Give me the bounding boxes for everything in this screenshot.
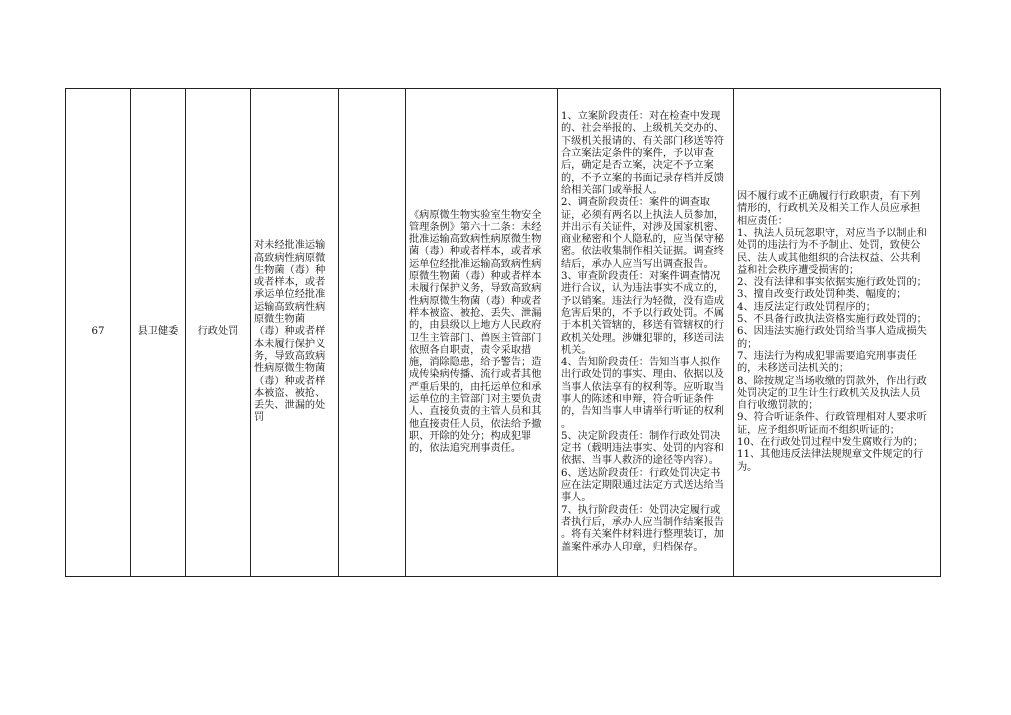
item-name-line: （毒）种或者样 xyxy=(254,375,326,387)
responsibility-line: 结后，承办人应当写出调查报告。 xyxy=(561,258,714,270)
item-name-line: 罚 xyxy=(254,412,265,424)
accountability-line: 证，应予组织听证而不组织听证的； xyxy=(737,424,900,436)
legal-basis-line: 性病原微生物菌（毒）种或者 xyxy=(409,295,542,307)
item-name-line: 原微生物菌 xyxy=(254,314,305,326)
responsibility-line: 机关。 xyxy=(561,344,592,356)
legal-basis-line: 批准运输高致病性病原微生物 xyxy=(409,234,542,246)
legal-basis-line: 人、直接负责的主管人员和其 xyxy=(409,406,542,418)
legal-basis-cell xyxy=(406,89,558,577)
responsibility-line: 合立案法定条件的案件，予以审查 xyxy=(561,148,714,160)
legal-basis-line: 菌（毒）种或者样本，或者承 xyxy=(409,246,542,258)
item-name-line: 运输高致病性病 xyxy=(254,301,326,313)
item-name-line: 生物菌（毒）种 xyxy=(254,264,326,276)
table-row xyxy=(66,89,941,577)
row-number: 67 xyxy=(66,89,131,577)
responsibility-line: 的、社会举报的、上级机关交办的、 xyxy=(561,123,724,135)
accountability-line: 相应责任： xyxy=(737,215,788,227)
item-name-text xyxy=(254,240,335,424)
accountability-line: 5、不具备行政执法资格实施行政处罚的； xyxy=(737,314,927,326)
responsibility-line: 证，必须有两名以上执法人员参加， xyxy=(561,209,724,221)
responsibility-line: 并出示有关证件，对涉及国家机密、 xyxy=(561,221,724,233)
accountability-line: 的，未移送司法机关的； xyxy=(737,363,850,375)
item-name-line: 高致病性病原微 xyxy=(254,252,326,264)
accountability-line: 民、法人或其他组织的合法权益、公共利 xyxy=(737,252,921,264)
responsibility-line: 给相关部门或举报人。 xyxy=(561,184,663,196)
accountability-line: 为。 xyxy=(737,461,758,473)
accountability-line: 7、违法行为构成犯罪需要追究刑事责任 xyxy=(737,350,917,362)
responsibility-line: 3、审查阶段责任：对案件调查情况 xyxy=(561,271,721,283)
legal-basis-line: 《病原微生物实验室生物安全 xyxy=(409,209,542,221)
responsibility-cell xyxy=(558,89,734,577)
accountability-line: 的； xyxy=(737,338,758,350)
responsibility-line: 出行政处罚的事实、理由、依据以及 xyxy=(561,369,724,381)
responsibility-line: 5、决定阶段责任：制作行政处罚决 xyxy=(561,430,721,442)
legal-basis-line: 成传染病传播、流行或者其他 xyxy=(409,369,542,381)
legal-basis-line: 职、开除的处分；构成犯罪 xyxy=(409,430,532,442)
responsibility-line: 政机关处理。涉嫌犯罪的，移送司法 xyxy=(561,332,724,344)
responsibility-line: 密。依法收集制作相关证据。调查终 xyxy=(561,246,724,258)
item-name-line: 务，导致高致病 xyxy=(254,350,326,362)
accountability-line: 8、除按规定当场收缴的罚款外，作出行政 xyxy=(737,375,927,387)
responsibility-line: 应在法定期限通过法定方式送达给当 xyxy=(561,480,724,492)
item-name-line: 本被盗、被抢、 xyxy=(254,387,326,399)
legal-basis-text xyxy=(409,210,554,456)
accountability-line: 1、执法人员玩忽职守，对应当予以制止和 xyxy=(737,227,927,239)
responsibility-line: 事人的陈述和申辩，符合听证条件 xyxy=(561,393,714,405)
responsibility-line: 盖案件承办人印章，归档保存。 xyxy=(561,541,704,553)
item-name-line: 或者样本，或者 xyxy=(254,277,326,289)
responsibility-line: 的，告知当事人申请举行听证的权利 xyxy=(561,406,724,418)
department-cell: 县卫健委 xyxy=(131,89,186,577)
accountability-line: 11、其他违反法律法规规章文件规定的行 xyxy=(737,449,924,461)
responsibility-line: 当事人依法享有的权利等。应听取当 xyxy=(561,381,724,393)
accountability-line: 2、没有法律和事实依据实施行政处罚的； xyxy=(737,277,927,289)
responsibility-line: 。 xyxy=(561,418,572,430)
legal-basis-line: 施，消除隐患，给予警告；造 xyxy=(409,357,542,369)
item-name-line: （毒）种或者样 xyxy=(254,326,326,338)
responsibility-line: 后，确定是否立案，决定不予立案 xyxy=(561,160,714,172)
accountability-text xyxy=(737,191,937,474)
responsibility-line: 予以销案。违法行为轻微，没有造成 xyxy=(561,295,724,307)
accountability-line: 9、符合听证条件、行政管理相对人要求听 xyxy=(737,412,927,424)
legal-basis-line: 严重后果的，由托运单位和承 xyxy=(409,381,542,393)
responsibility-line: 2、调查阶段责任：案件的调查取 xyxy=(561,197,711,209)
responsibility-line: 危害后果的，不予以行政处罚。不属 xyxy=(561,307,724,319)
legal-basis-line: 管理条例》第六十二条：未经 xyxy=(409,221,542,233)
responsibility-line: 的，不予立案的书面记录存档并反馈 xyxy=(561,172,724,184)
responsibility-line: 6、送达阶段责任：行政处罚决定书 xyxy=(561,467,721,479)
legal-basis-line: 的，依法追究刑事责任。 xyxy=(409,443,522,455)
responsibility-line: 商业秘密和个人隐私的，应当保守秘 xyxy=(561,234,724,246)
responsibility-line: 于本机关管辖的，移送有管辖权的行 xyxy=(561,320,724,332)
accountability-line: 处罚的违法行为不予制止、处罚，致使公 xyxy=(737,240,921,252)
legal-basis-line: 原微生物菌（毒）种或者样本 xyxy=(409,271,542,283)
responsibility-text xyxy=(561,111,730,554)
item-name-line: 对未经批准运输 xyxy=(254,240,326,252)
accountability-line: 10、在行政处罚过程中发生腐败行为的； xyxy=(737,437,924,449)
legal-basis-line: 他直接责任人员，依法给予撤 xyxy=(409,418,542,430)
legal-basis-line: 依照各自职责，责令采取措 xyxy=(409,344,532,356)
responsibility-line: 者执行后，承办人应当制作结案报告 xyxy=(561,516,724,528)
responsibility-line: 事人。 xyxy=(561,492,592,504)
item-name-line: 承运单位经批准 xyxy=(254,289,326,301)
accountability-line: 情形的，行政机关及相关工作人员应承担 xyxy=(737,203,921,215)
item-name-cell xyxy=(251,89,339,577)
accountability-line: 因不履行或不正确履行行政职责，有下列 xyxy=(737,191,921,203)
responsibility-line: 进行合议，认为违法事实不成立的， xyxy=(561,283,724,295)
legal-basis-line: 运单位经批准运输高致病性病 xyxy=(409,258,542,270)
legal-basis-line: 未履行保护义务，导致高致病 xyxy=(409,283,542,295)
item-name-line: 性病原微生物菌 xyxy=(254,363,326,375)
accountability-line: 处罚决定的卫生计生行政机关及执法人员 xyxy=(737,387,921,399)
responsibility-line: 7、执行阶段责任：处罚决定履行或 xyxy=(561,504,721,516)
accountability-line: 益和社会秩序遭受损害的； xyxy=(737,264,860,276)
responsibility-line: 。将有关案件材料进行整理装订，加 xyxy=(561,529,724,541)
responsibility-line: 下级机关报请的、有关部门移送等符 xyxy=(561,135,724,147)
accountability-line: 4、违反法定行政处罚程序的； xyxy=(737,301,876,313)
responsibility-line: 4、告知阶段责任：告知当事人拟作 xyxy=(561,357,721,369)
accountability-line: 3、擅自改变行政处罚种类、幅度的； xyxy=(737,289,907,301)
item-name-line: 本未履行保护义 xyxy=(254,338,326,350)
legal-basis-line: 样本被盗、被抢、丢失、泄漏 xyxy=(409,307,542,319)
sub-item-cell xyxy=(339,89,406,577)
legal-basis-line: 的，由县级以上地方人民政府 xyxy=(409,320,542,332)
responsibility-line: 1、立案阶段责任：对在检查中发现 xyxy=(561,111,721,123)
accountability-line: 6、因违法实施行政处罚给当事人造成损失 xyxy=(737,326,927,338)
item-name-line: 丢失、泄漏的处 xyxy=(254,400,326,412)
responsibility-line: 定书（载明违法事实、处罚的内容和 xyxy=(561,443,724,455)
accountability-line: 自行收缴罚款的； xyxy=(737,400,819,412)
power-list-table xyxy=(65,88,941,577)
accountability-cell xyxy=(734,89,941,577)
power-type-cell: 行政处罚 xyxy=(186,89,251,577)
legal-basis-line: 运单位的主管部门对主要负责 xyxy=(409,393,542,405)
legal-basis-line: 卫生主管部门、兽医主管部门 xyxy=(409,332,542,344)
responsibility-line: 依据、当事人救济的途径等内容）。 xyxy=(561,455,719,467)
